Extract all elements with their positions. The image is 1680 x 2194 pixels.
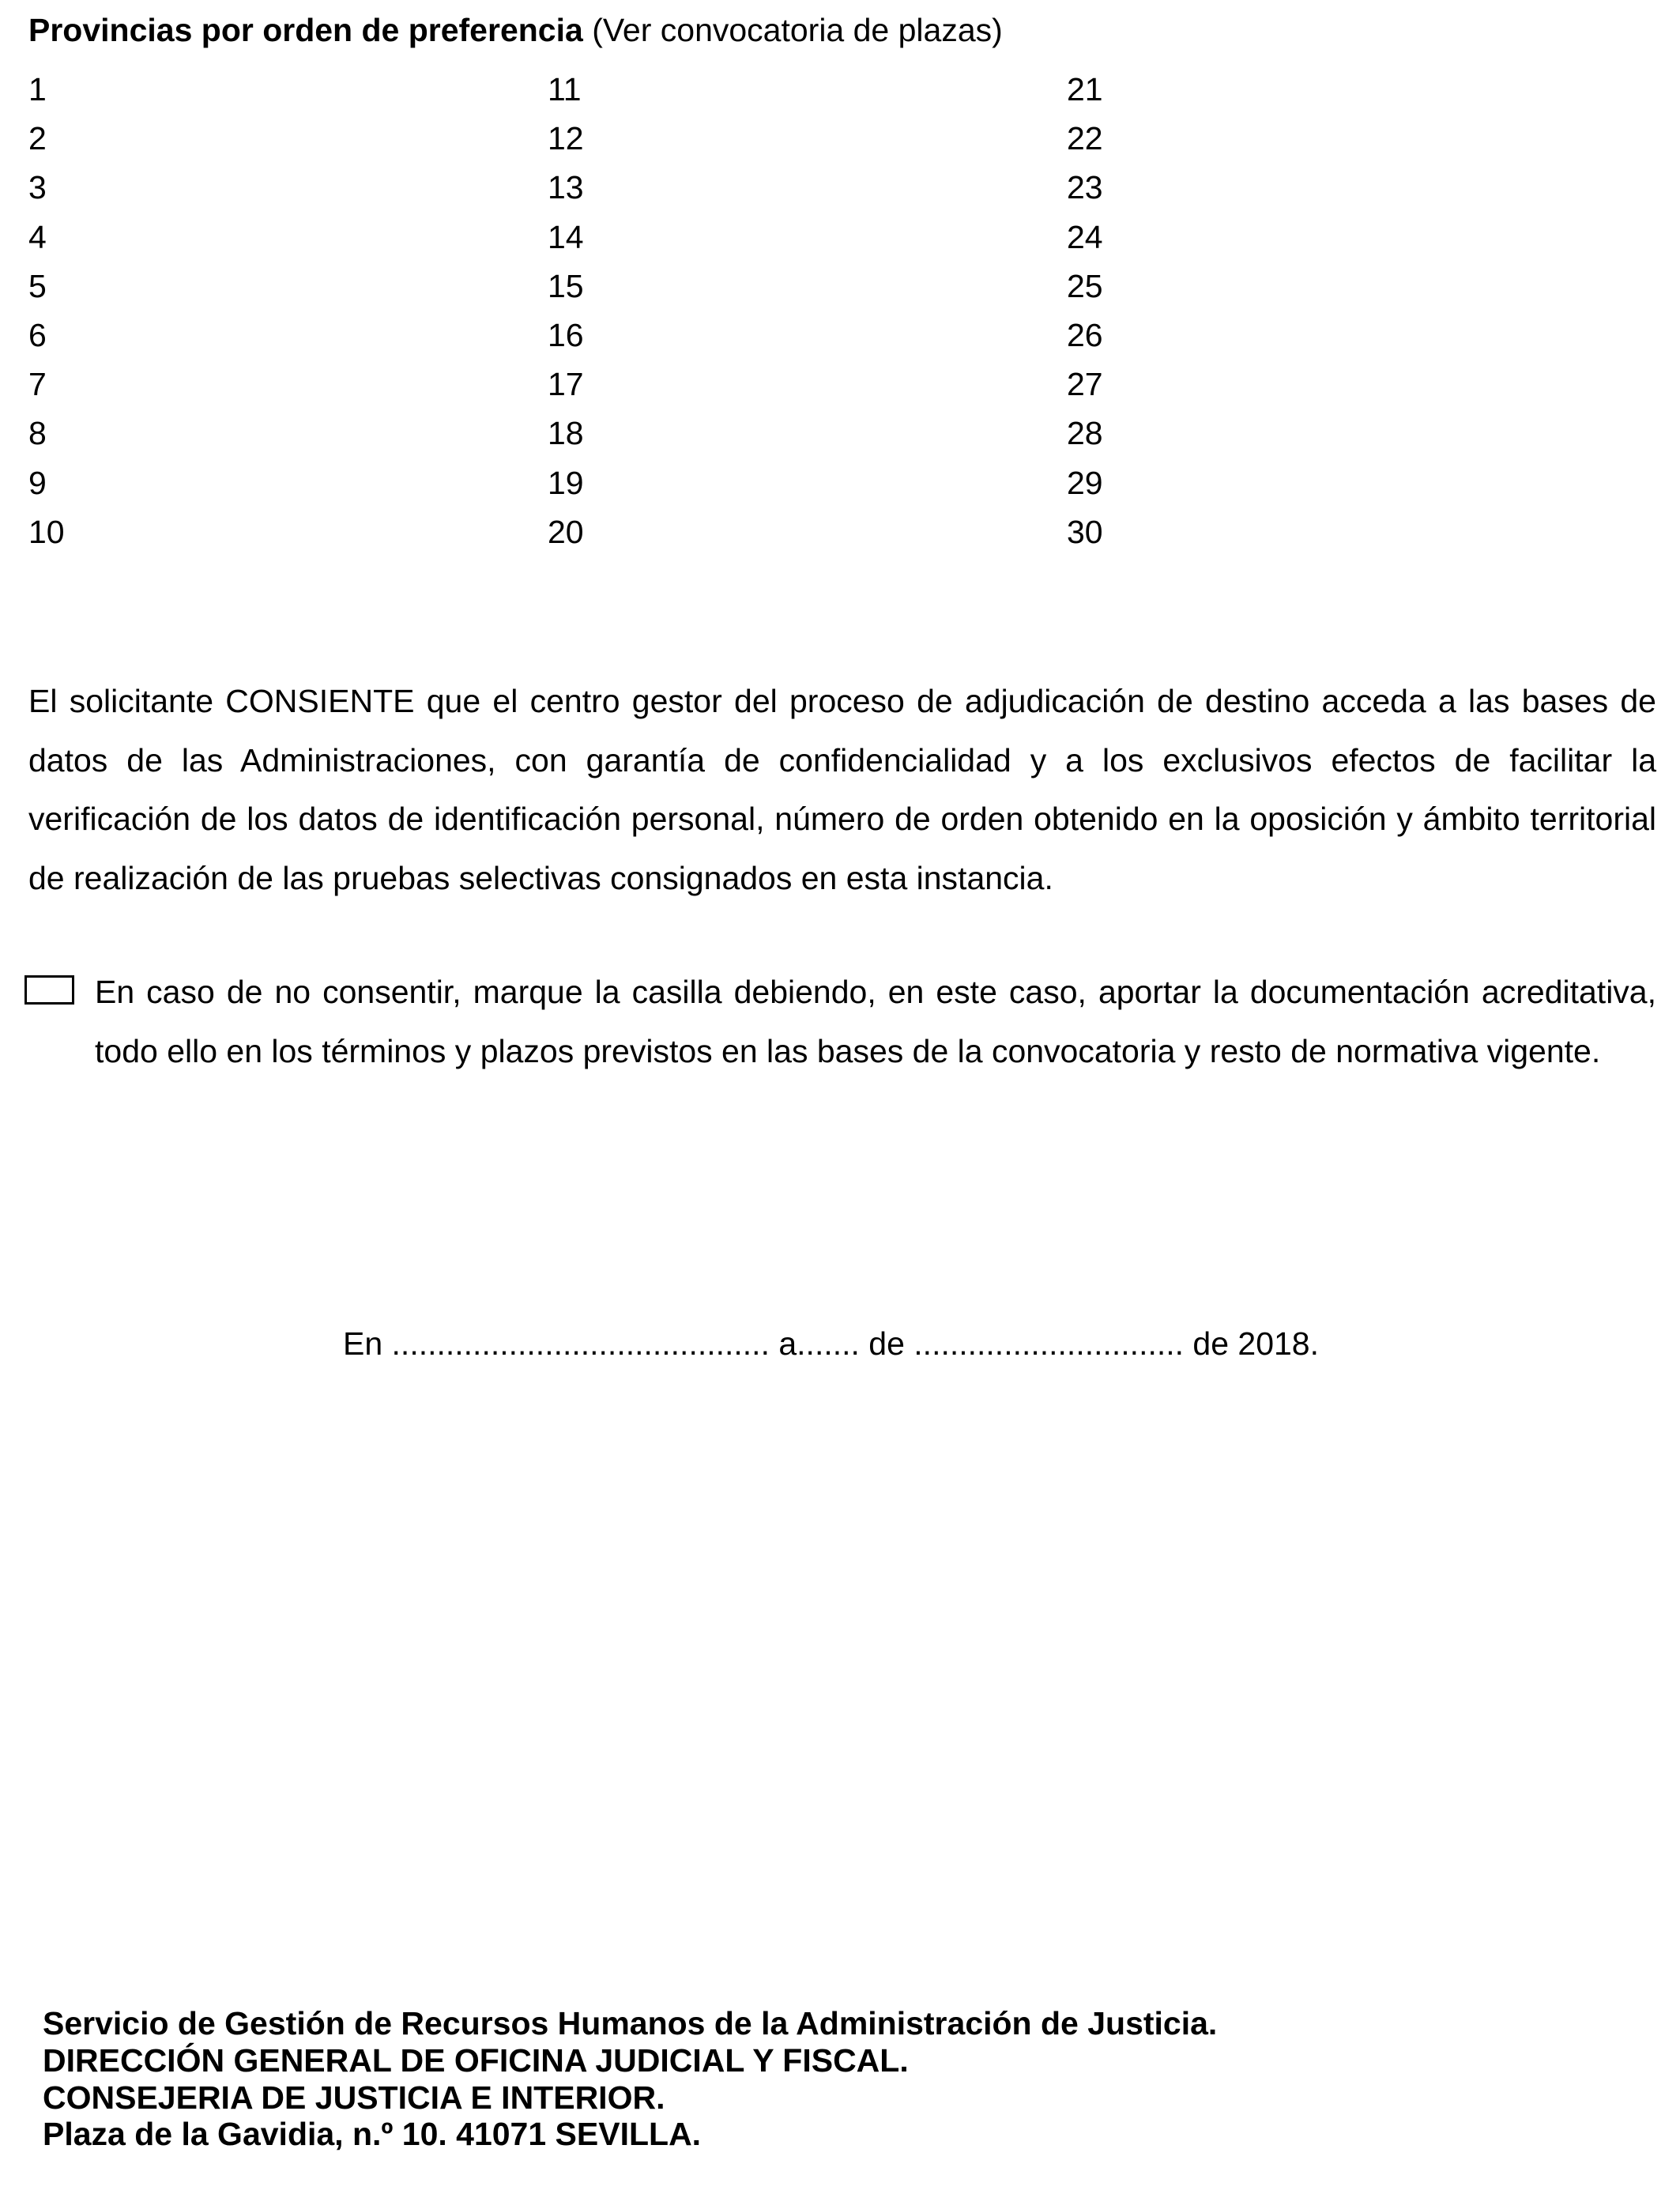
preference-number: 6 — [28, 316, 47, 353]
preference-number: 1 — [28, 71, 47, 107]
preference-number: 12 — [548, 120, 584, 157]
no-consent-checkbox[interactable] — [24, 975, 74, 1005]
preference-number: 21 — [1067, 71, 1103, 107]
preference-number: 17 — [548, 366, 584, 403]
preference-column-1 — [28, 65, 65, 556]
preference-number: 10 — [28, 513, 65, 550]
preference-number: 7 — [28, 366, 47, 403]
preference-number: 22 — [1067, 120, 1103, 157]
preference-number: 28 — [1067, 415, 1103, 452]
preference-number: 14 — [548, 218, 584, 255]
preference-number: 18 — [548, 415, 584, 452]
preference-number: 27 — [1067, 366, 1103, 403]
preference-number: 9 — [28, 464, 47, 501]
preference-number: 4 — [28, 218, 47, 255]
heading-bold-text: Provincias por orden de preferencia — [28, 12, 583, 48]
footer-address — [43, 2005, 1217, 2153]
preference-number: 23 — [1067, 169, 1103, 206]
preference-number: 3 — [28, 169, 47, 206]
preference-number: 8 — [28, 415, 47, 452]
preference-number: 29 — [1067, 464, 1103, 501]
preference-number: 5 — [28, 267, 47, 304]
preference-number: 30 — [1067, 513, 1103, 550]
preference-number: 11 — [548, 71, 582, 107]
consent-paragraph: El solicitante CONSIENTE que el centro gestor del proceso de adjudicación de destino acceda a las bases de datos de las Administraciones, con garantía de confidencialidad y a los exclusivos efectos de facilitar la verificación de los datos de identificación personal, número de orden obtenido en la oposición y ámbito territorial de realización de las pruebas selectivas consignados en esta instancia. — [28, 683, 1656, 896]
preference-number: 26 — [1067, 316, 1103, 353]
preference-number: 20 — [548, 513, 584, 550]
footer-directorate-line: DIRECCIÓN GENERAL DE OFICINA JUDICIAL Y FISCAL. — [43, 2041, 909, 2079]
footer-ministry-line: CONSEJERIA DE JUSTICIA E INTERIOR. — [43, 2079, 665, 2116]
preference-number: 25 — [1067, 267, 1103, 304]
footer-service-line: Servicio de Gestión de Recursos Humanos de la Administración de Justicia. — [43, 2005, 1218, 2041]
heading-note-text: (Ver convocatoria de plazas) — [582, 12, 1003, 48]
preference-number: 15 — [548, 267, 584, 304]
preference-number: 13 — [548, 169, 584, 206]
preference-column-2 — [548, 65, 584, 556]
preference-number: 19 — [548, 464, 584, 501]
no-consent-paragraph: En caso de no consentir, marque la casilla debiendo, en este caso, aportar la documentación acreditativa, todo ello en los términos y plazos previstos en las bases de la convocatoria y resto de normativa vigente. — [95, 974, 1656, 1069]
section-heading — [28, 8, 1003, 52]
preference-number: 16 — [548, 316, 584, 353]
preference-number: 24 — [1067, 218, 1103, 255]
preference-column-3 — [1067, 65, 1103, 556]
footer-address-line: Plaza de la Gavidia, n.º 10. 41071 SEVILLA. — [43, 2116, 702, 2153]
preference-number: 2 — [28, 120, 47, 157]
date-line: En .......................................... a....... de .............................. de 2018. — [343, 1325, 1320, 1362]
